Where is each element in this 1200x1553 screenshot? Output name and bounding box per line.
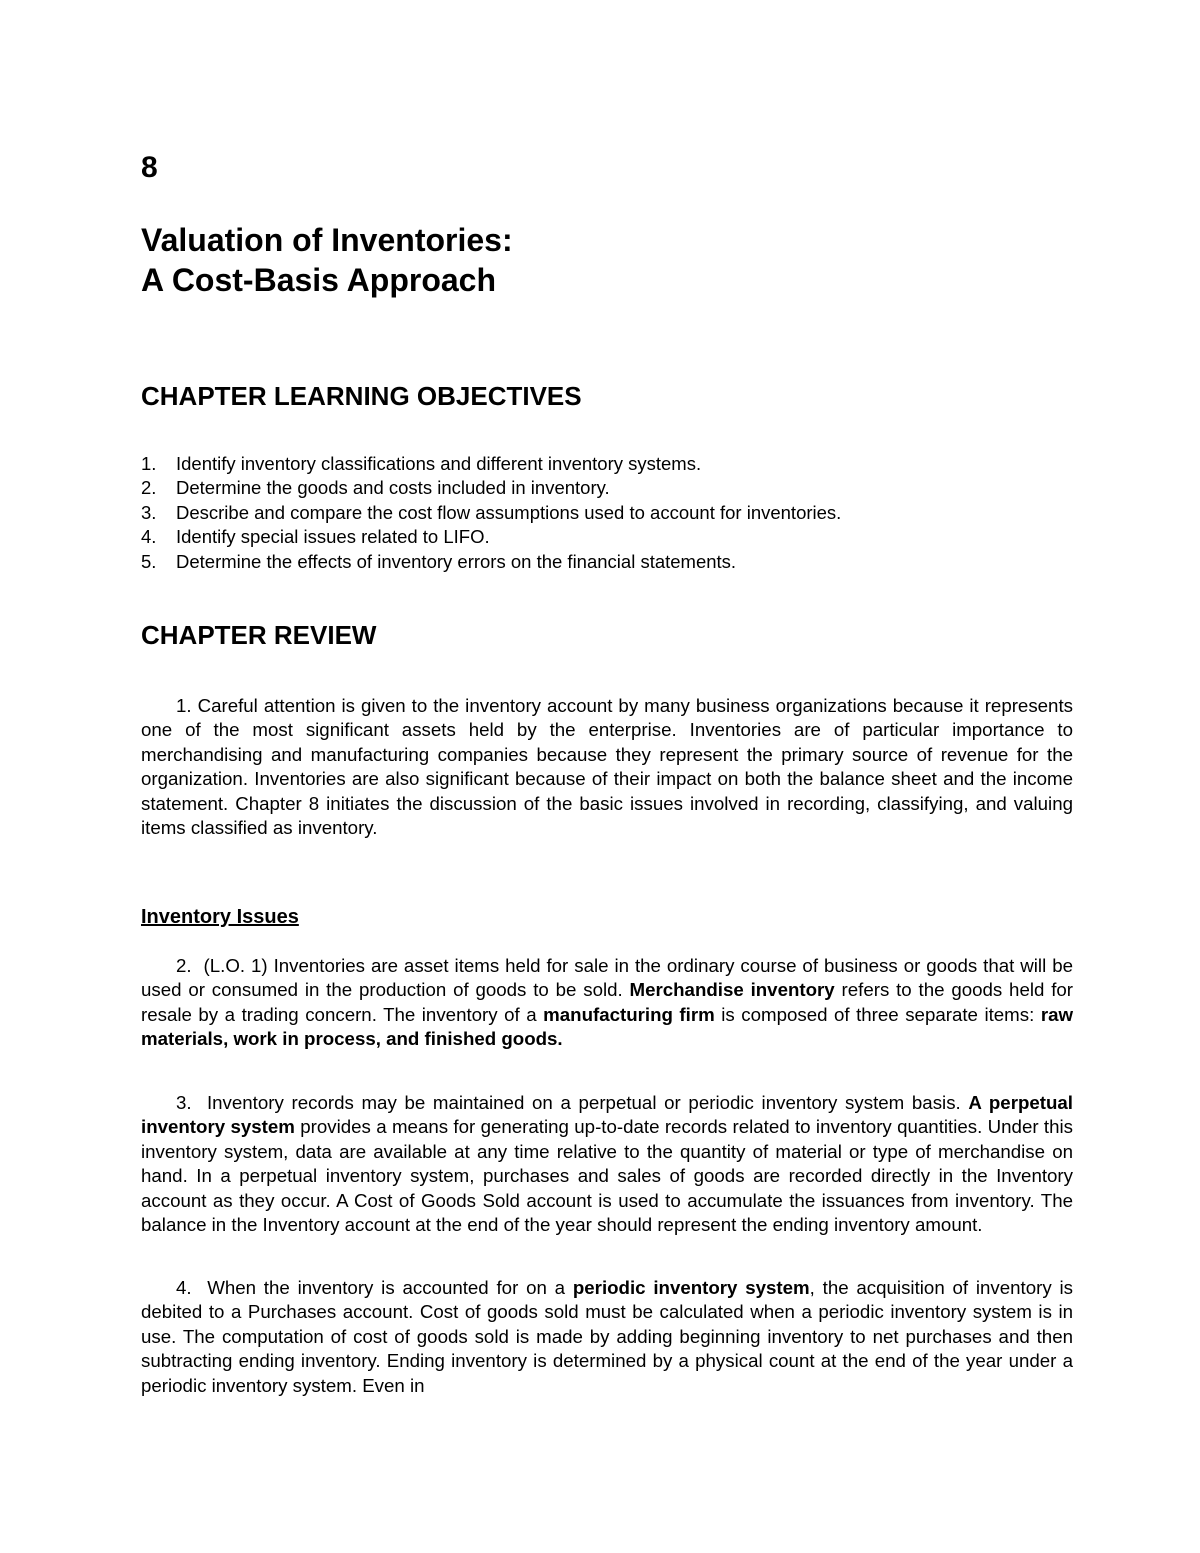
bold-term: A perpetual inventory system bbox=[141, 1092, 1073, 1138]
chapter-title-line-1: Valuation of Inventories: bbox=[141, 222, 513, 258]
paragraph-text: Careful attention is given to the inventory account by many business organizations because it represents one of the most significant assets held by the enterprise. Inventories are of particular importance to merchandising and manufacturing companies because they represent the primary source of revenue for the organization. Inventories are also significant because of their impact on both the balance sheet and the income statement. Chapter 8 initiates the discussion of the basic issues involved in recording, classifying, and valuing items classified as inventory. bbox=[141, 695, 1073, 839]
objective-number: 2. bbox=[141, 477, 157, 499]
objective-text: Determine the effects of inventory errors on the financial statements. bbox=[176, 550, 737, 572]
bold-term: raw materials, work in process, and finished goods. bbox=[141, 1003, 1074, 1050]
objective-number: 1. bbox=[141, 453, 157, 474]
objective-text: Identify special issues related to LIFO. bbox=[176, 526, 490, 548]
chapter-title bbox=[141, 220, 513, 300]
objective-text: Determine the goods and costs included in inventory. bbox=[176, 477, 610, 499]
objective-item bbox=[141, 550, 1073, 574]
objective-number: 3. bbox=[141, 501, 157, 523]
paragraph-number: 3. bbox=[176, 1092, 192, 1113]
review-paragraph-3 bbox=[141, 1091, 1073, 1237]
paragraph-text: is composed of three separate items: bbox=[714, 1003, 1041, 1025]
bold-term: Merchandise inventory bbox=[629, 979, 835, 1001]
paragraph-text: When the inventory is accounted for on a bbox=[207, 1277, 573, 1298]
review-paragraph-2 bbox=[141, 954, 1073, 1052]
bold-term: periodic inventory system bbox=[572, 1277, 810, 1298]
paragraph-number: 1. bbox=[176, 695, 192, 716]
objective-item bbox=[141, 452, 1073, 476]
chapter-number: 8 bbox=[141, 151, 158, 184]
objectives-heading: CHAPTER LEARNING OBJECTIVES bbox=[141, 381, 582, 411]
bold-term: manufacturing firm bbox=[543, 1003, 715, 1025]
objective-item bbox=[141, 525, 1073, 549]
objective-item bbox=[141, 501, 1073, 525]
objective-text: Identify inventory classifications and different inventory systems. bbox=[176, 453, 702, 474]
paragraph-text: provides a means for generating up-to-date records related to inventory quantities. Under this inventory system, data are available at any time relative to the quantity of material or type of merchandise on hand. In a perpetual inventory system, purchases and sales of goods are recorded directly in the Inventory account as they occur. A Cost of Goods Sold account is used to accumulate the issuances from inventory. The balance in the Inventory account at the end of the year should represent the ending inventory amount. bbox=[141, 1116, 1073, 1236]
chapter-title-line-2: A Cost-Basis Approach bbox=[141, 262, 497, 298]
paragraph-number: 2. bbox=[176, 955, 192, 976]
objective-number: 4. bbox=[141, 526, 157, 548]
review-paragraph-4 bbox=[141, 1276, 1073, 1398]
objective-text: Describe and compare the cost flow assumptions used to account for inventories. bbox=[176, 501, 842, 523]
review-heading: CHAPTER REVIEW bbox=[141, 620, 377, 650]
paragraph-number: 4. bbox=[176, 1277, 192, 1298]
paragraph-text: refers to the goods held for resale by a trading concern. The inventory of a bbox=[141, 979, 1074, 1025]
paragraph-text: (L.O. 1) Inventories are asset items held for sale in the ordinary course of business or goods that will be used or consumed in the production of goods to be sold. bbox=[141, 955, 1073, 1001]
objective-item bbox=[141, 476, 1073, 500]
objective-number: 5. bbox=[141, 550, 157, 572]
inventory-issues-heading: Inventory Issues bbox=[141, 906, 299, 928]
paragraph-text: , the acquisition of inventory is debited to a Purchases account. Cost of goods sold must be calculated when a periodic inventory system is in use. The computation of cost of goods sold is made by adding beginning inventory to net purchases and then subtracting ending inventory. Ending inventory is determined by a physical count at the end of the year under a periodic inventory system. Even in bbox=[141, 1277, 1073, 1396]
objectives-list bbox=[141, 452, 1073, 574]
paragraph-text: Inventory records may be maintained on a perpetual or periodic inventory system basis. bbox=[206, 1092, 969, 1113]
review-paragraph-1 bbox=[141, 694, 1073, 840]
